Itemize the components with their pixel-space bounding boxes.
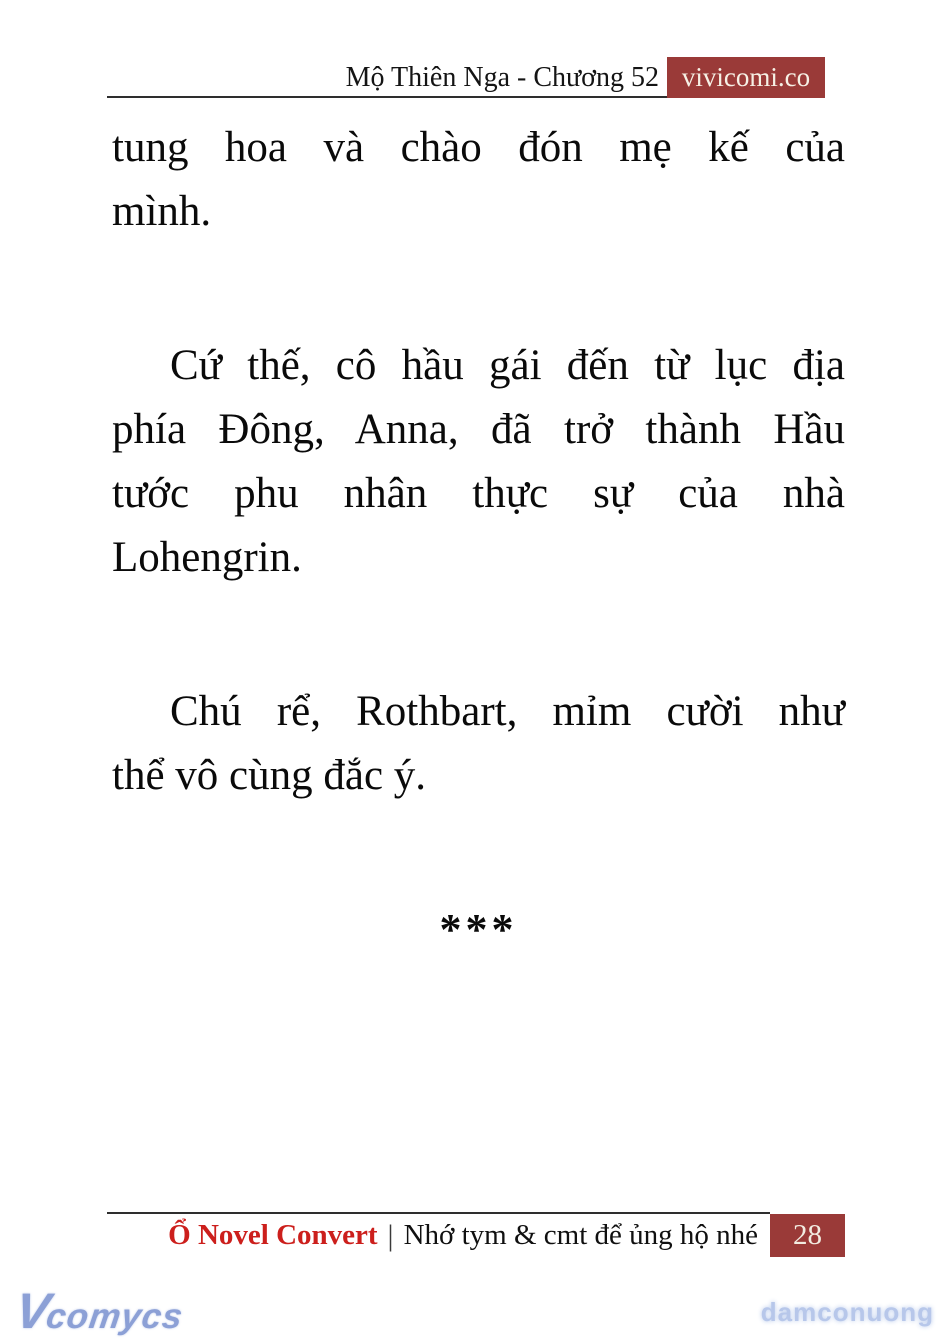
text-line: Lohengrin. <box>112 534 302 581</box>
page-footer <box>107 1214 845 1257</box>
text-line: Cứ thế, cô hầu gái đến từ lục địa <box>170 342 845 389</box>
text-line: thể vô cùng đắc ý. <box>112 752 427 799</box>
chapter-title: Mộ Thiên Nga - Chương 52 <box>345 61 659 93</box>
page-number-badge: 28 <box>770 1214 845 1257</box>
paragraph <box>112 680 845 808</box>
converter-brand: Ổ Novel Convert <box>168 1219 378 1251</box>
vcomycs-logo-initial: V <box>12 1283 52 1339</box>
paragraph <box>112 116 845 244</box>
text-line: phía Đông, Anna, đã trở thành Hầu <box>112 406 845 453</box>
paragraph <box>112 334 845 590</box>
footer-note: Nhớ tym & cmt để ủng hộ nhé <box>403 1219 758 1251</box>
text-line: tước phu nhân thực sự của nhà <box>112 470 845 517</box>
scene-separator: *** <box>439 905 518 954</box>
vcomycs-logo-text: comycs <box>43 1297 186 1336</box>
site-badge: vivicomi.co <box>667 57 825 98</box>
vcomycs-logo <box>12 1282 188 1340</box>
damconuong-watermark: damconuong <box>760 1297 934 1327</box>
text-line: mình. <box>112 188 212 235</box>
text-line: Chú rể, Rothbart, mỉm cười như <box>170 688 845 735</box>
text-line: tung hoa và chào đón mẹ kế của <box>112 124 845 171</box>
body-text <box>112 116 845 962</box>
page-header <box>107 57 825 98</box>
footer-divider: | <box>387 1218 394 1252</box>
